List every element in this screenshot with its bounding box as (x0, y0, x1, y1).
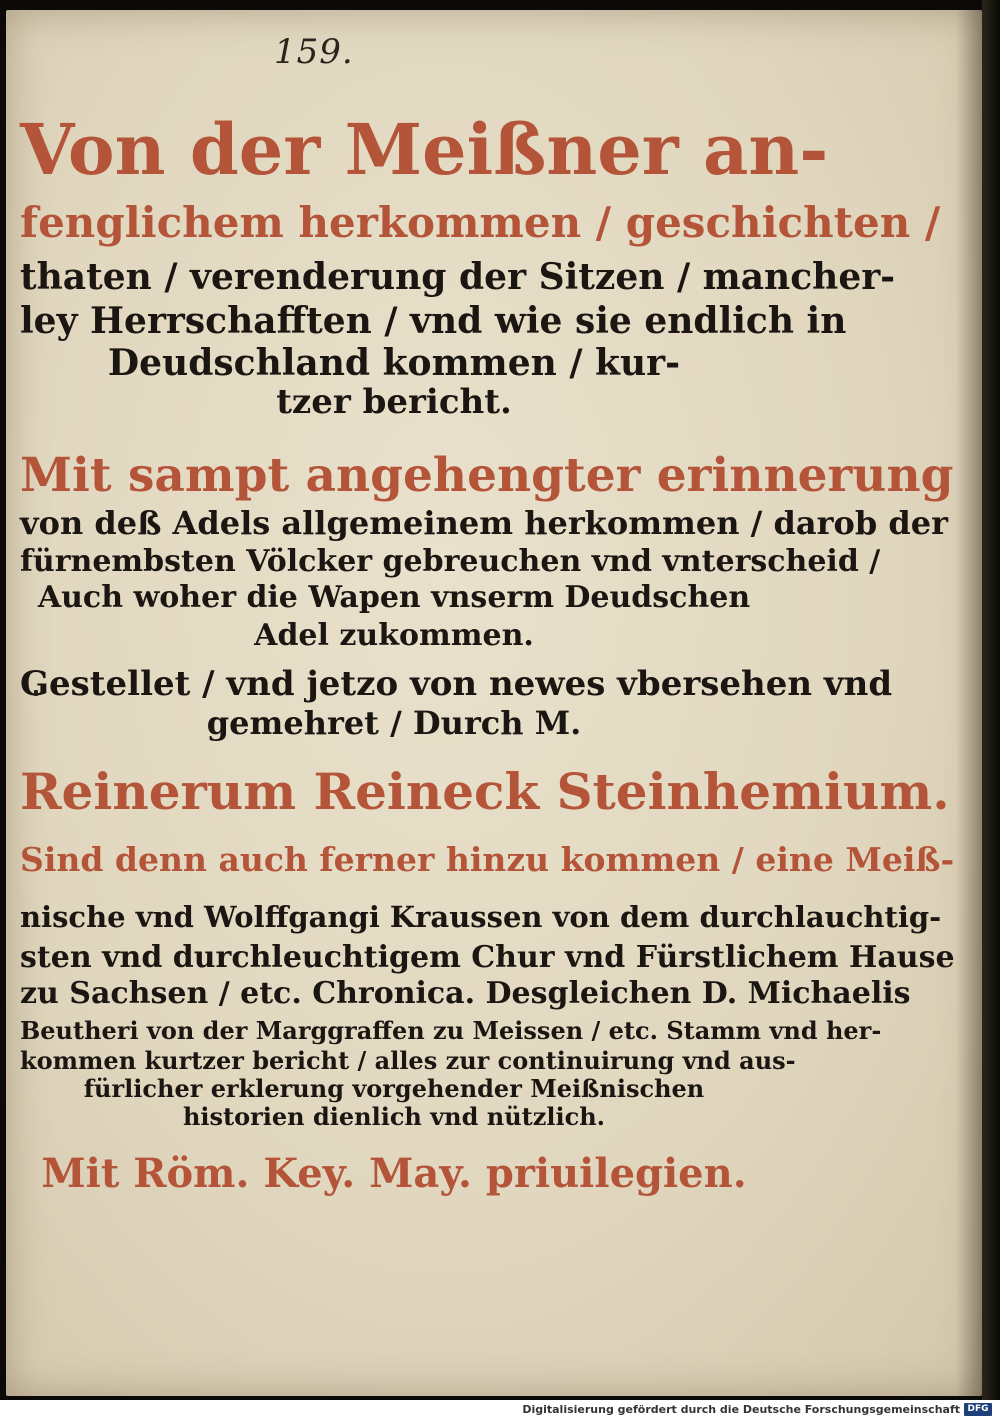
addendum-line-5: Beutheri von der Marggraffen zu Meissen / etc. Stamm vnd her- (20, 1016, 882, 1045)
addendum-line-6: kommen kurtzer bericht / alles zur continuirung vnd aus- (20, 1046, 796, 1075)
title-page (6, 10, 982, 1396)
dfg-logo: DFG (964, 1403, 992, 1416)
footer-credit: Digitalisierung gefördert durch die Deutsche Forschungsgemeinschaft (522, 1403, 960, 1416)
subtitle-line-2: von deß Adels allgemeinem herkommen / darob der (20, 504, 948, 542)
author-line-2: gemehret / Durch M. (206, 704, 582, 742)
addendum-line-7: fürlicher erklerung vorgehender Meißnischen (83, 1074, 705, 1103)
title-line-2: fenglichem herkommen / geschichten / (20, 198, 941, 247)
addendum-line-2: nische vnd Wolffgangi Kraussen von dem durchlauchtig- (20, 900, 942, 934)
addendum-line-1: Sind denn auch ferner hinzu kommen / eine Meiß- (20, 840, 955, 879)
title-line-6: tzer bericht. (276, 382, 512, 422)
title-line-3: thaten / verenderung der Sitzen / mancher- (20, 256, 896, 298)
title-text-block (6, 10, 982, 1396)
title-line-4: ley Herrschafften / vnd wie sie endlich in (20, 300, 847, 342)
subtitle-line-1: Mit sampt angehengter erinnerung (20, 448, 954, 503)
author-line-1: Gestellet / vnd jetzo von newes vbersehen vnd (20, 664, 893, 704)
subtitle-line-4: Auch woher die Wapen vnserm Deudschen (37, 580, 751, 615)
addendum-line-8: historien dienlich vnd nützlich. (182, 1102, 606, 1131)
addendum-line-4: zu Sachsen / etc. Chronica. Desgleichen D. Michaelis (20, 976, 911, 1011)
digitization-footer (0, 1400, 1000, 1420)
folio-number: 159. (274, 32, 354, 72)
subtitle-line-3: fürnembsten Völcker gebreuchen vnd vnterscheid / (20, 544, 881, 579)
privilege-line: Mit Röm. Key. May. priuilegien. (41, 1150, 747, 1197)
addendum-line-3: sten vnd durchleuchtigem Chur vnd Fürstlichem Hause (20, 940, 955, 975)
scan-edge (982, 0, 1000, 1400)
title-line-1: Von der Meißner an- (20, 108, 829, 191)
author-name: Reinerum Reineck Steinhemium. (20, 762, 950, 821)
title-line-5: Deudschland kommen / kur- (107, 342, 681, 384)
subtitle-line-5: Adel zukommen. (254, 618, 534, 653)
